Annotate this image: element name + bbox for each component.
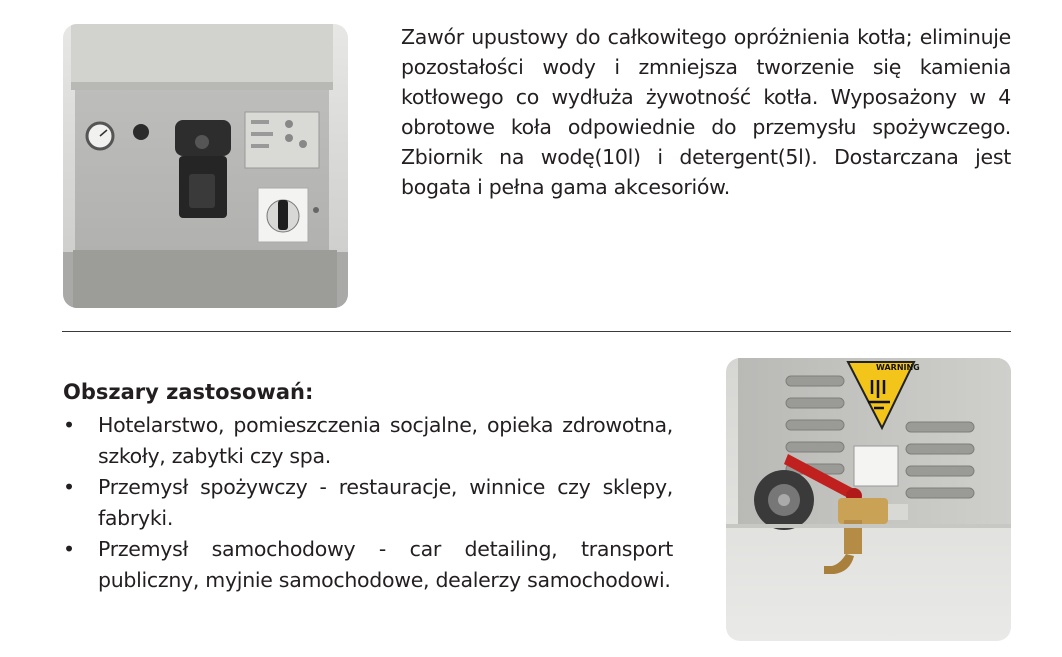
areas-title: Obszary zastosowań: — [63, 380, 314, 404]
bullet: • — [63, 413, 75, 437]
list-item — [63, 472, 673, 534]
list-item — [63, 410, 673, 472]
product-description: Zawór upustowy do całkowitego opróżnienia kotła; eliminuje pozostałości wody i zmniejsza tworzenie się kamienia kotłowego co wydłuża żywotność kotła. Wyposażony w 4 obrotowe koła odpowiednie do przemysłu spożywczego. Zbiornik na wodę(10l) i detergent(5l). Dostarczana jest bogata i pełna gama akcesoriów. — [401, 25, 1011, 199]
section-divider — [62, 331, 1011, 332]
warning-label: WARNING — [876, 363, 920, 372]
bullet: • — [63, 475, 75, 499]
list-item-text: Przemysł samochodowy - car detailing, transport publiczny, myjnie samochodowe, dealerzy samochodowi. — [98, 537, 673, 592]
bullet: • — [63, 537, 75, 561]
areas-list — [63, 410, 673, 596]
drain-valve-photo — [726, 358, 1011, 641]
list-item-text: Hotelarstwo, pomieszczenia socjalne, opieka zdrowotna, szkoły, zabytki czy spa. — [98, 413, 673, 468]
list-item-text: Przemysł spożywczy - restauracje, winnice czy sklepy, fabryki. — [98, 475, 673, 530]
machine-control-panel-photo — [63, 24, 348, 308]
list-item — [63, 534, 673, 596]
